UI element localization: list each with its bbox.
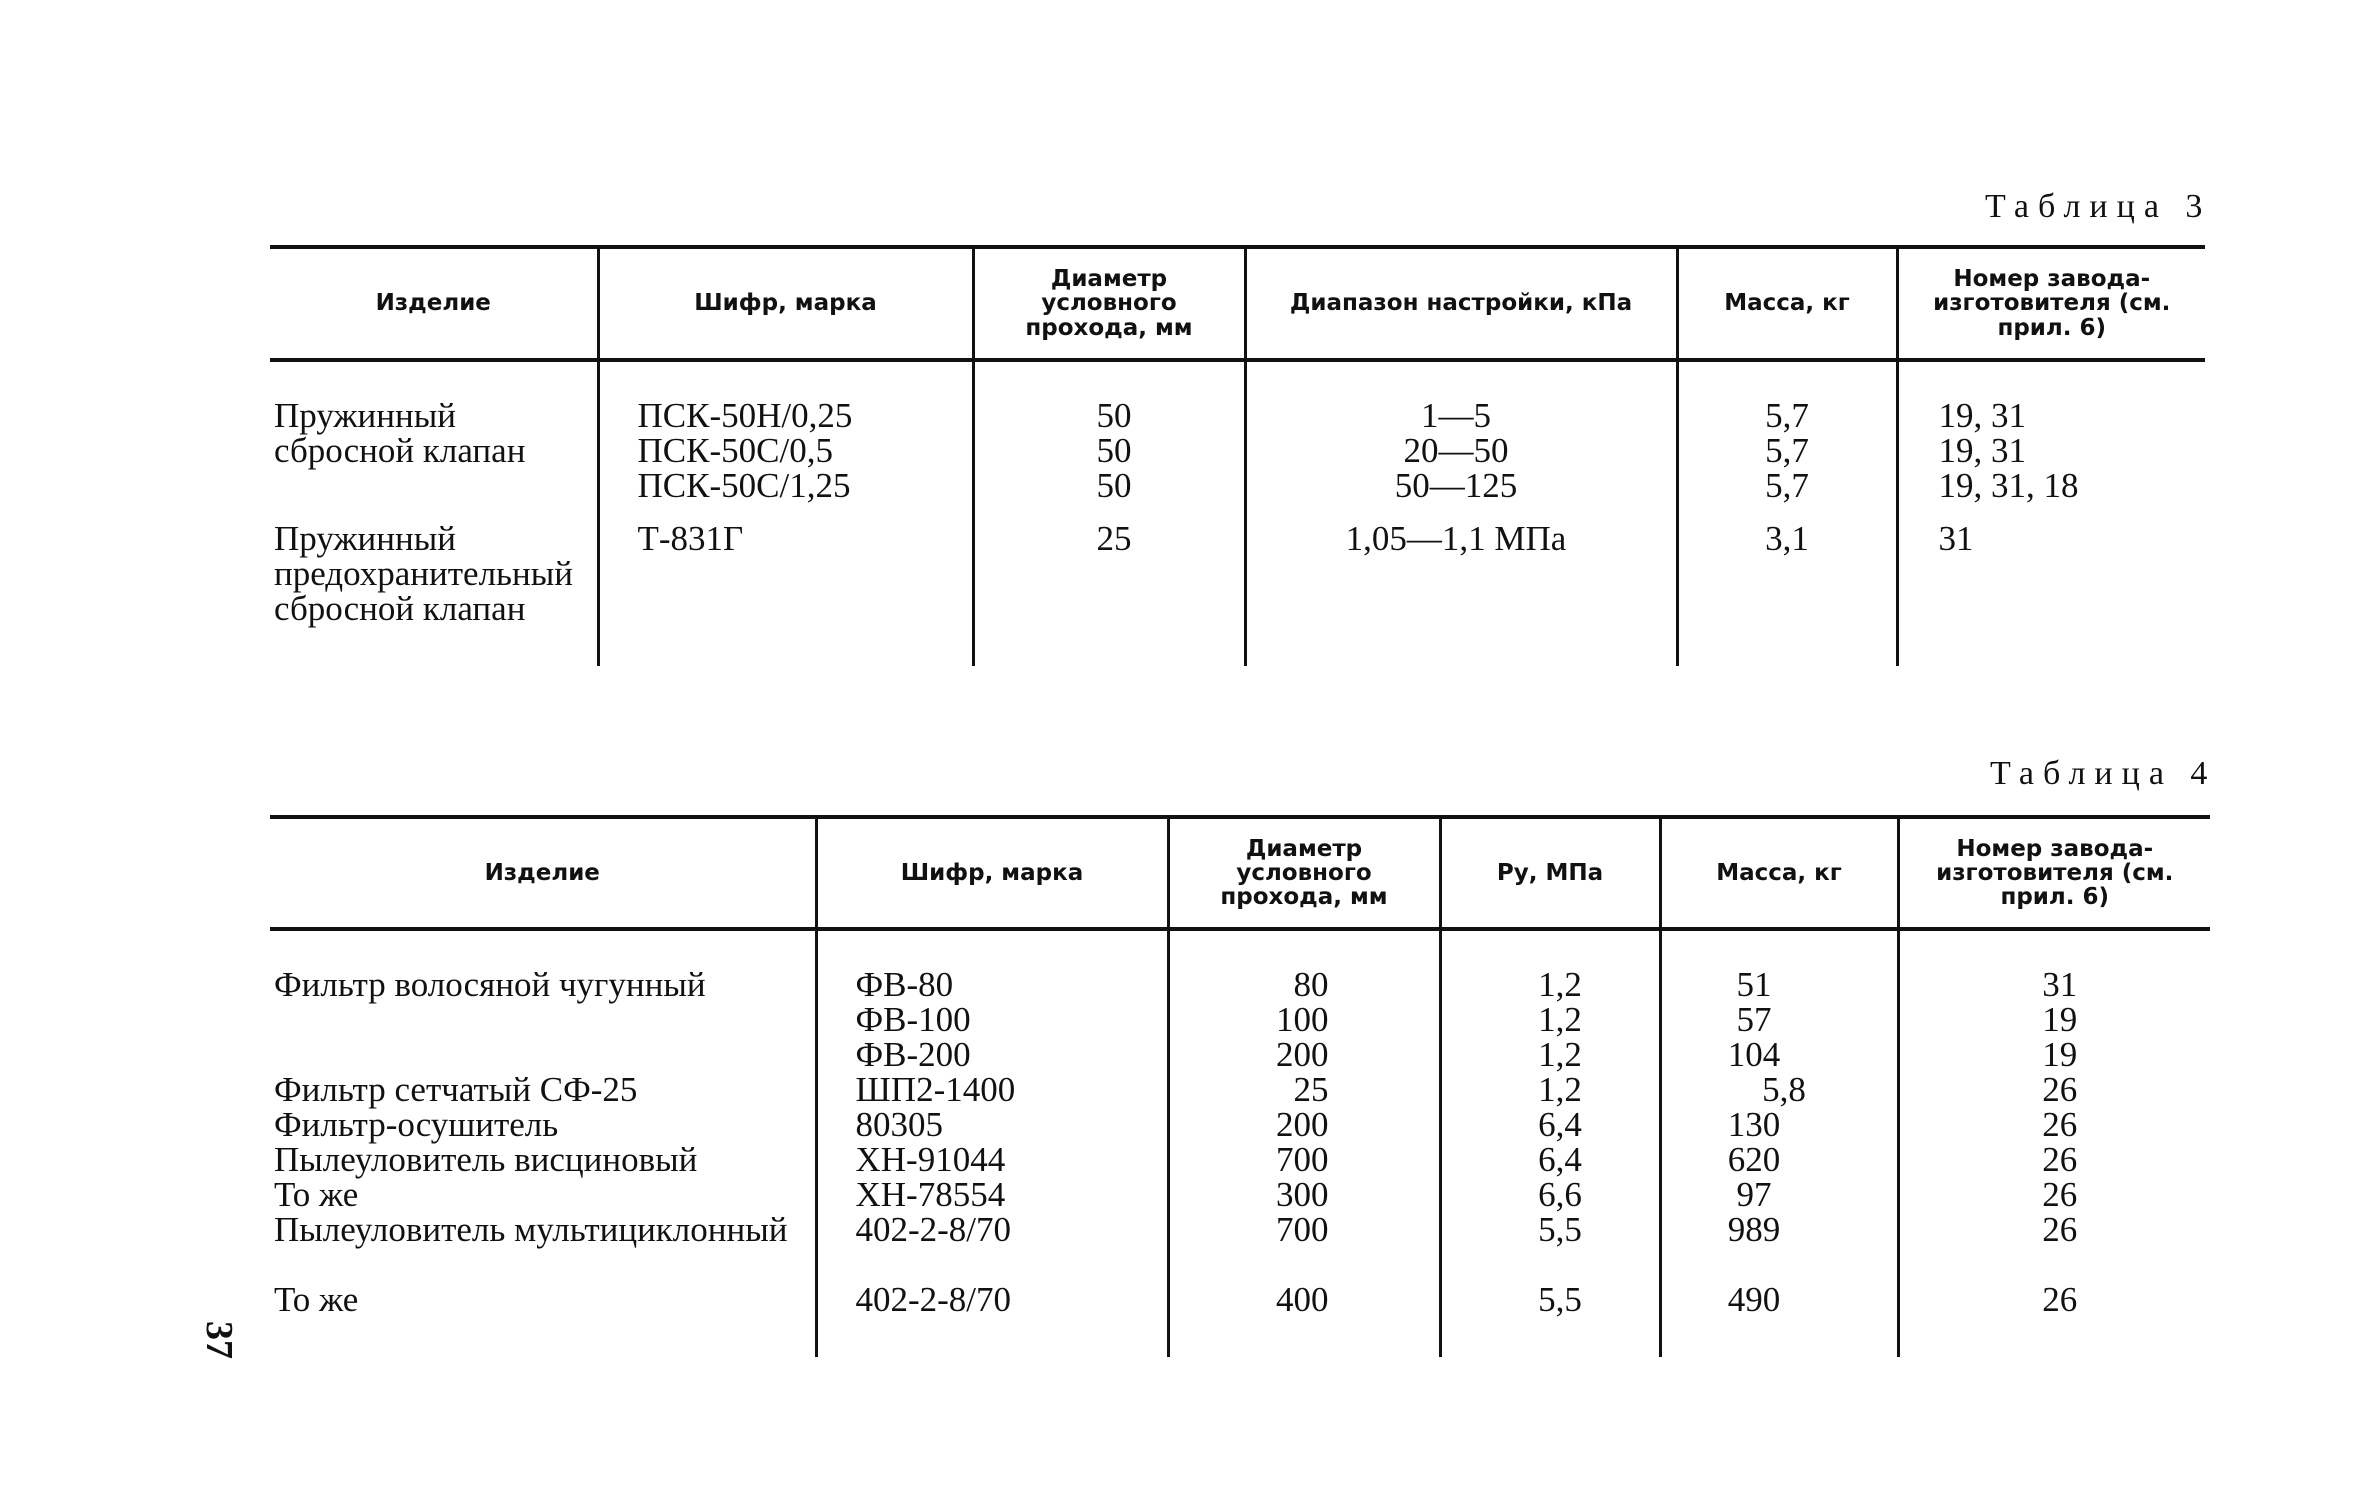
pressure-value: 5,5 xyxy=(1538,1210,1582,1249)
mass-value: 490 xyxy=(1727,1280,1781,1319)
pressure-value: 1,2 xyxy=(1538,1035,1582,1074)
pressure-value: 5,5 xyxy=(1538,1280,1582,1319)
mass-value: 5,7 xyxy=(1765,396,1809,435)
diameter-value: 50 xyxy=(1096,396,1132,435)
pressure-value: 6,4 xyxy=(1538,1105,1582,1144)
table4-header-code: Шифр, марка xyxy=(816,817,1168,929)
mass-value: 130 xyxy=(1727,1105,1781,1144)
mass-value: 5,8 xyxy=(1762,1070,1806,1109)
product-code: ХН-91044 xyxy=(855,1140,1006,1179)
mass-value: 104 xyxy=(1727,1035,1781,1074)
pressure-column xyxy=(1440,967,1660,1317)
product-code: 80305 xyxy=(855,1105,943,1144)
product-code: 402-2-8/70 xyxy=(855,1280,1012,1319)
table4-header-row xyxy=(270,817,2210,929)
range-value: 50—125 xyxy=(1394,466,1518,505)
table-row xyxy=(270,503,2205,626)
table3-header-mass: Масса, кг xyxy=(1677,247,1897,360)
diameter-value: 80 xyxy=(1293,965,1329,1004)
diameter-value: 300 xyxy=(1276,1175,1329,1214)
diameter-value: 700 xyxy=(1276,1210,1329,1249)
factory-value: 19, 31, 18 xyxy=(1938,466,2079,505)
product-name: Фильтр волосяной чугунный xyxy=(274,965,706,1004)
product-code: ПСК-50С/0,5 xyxy=(637,431,833,470)
factory-value: 31 xyxy=(1897,503,2205,626)
product-code: 402-2-8/70 xyxy=(855,1210,1012,1249)
product-column xyxy=(270,967,816,1317)
factory-value: 26 xyxy=(2042,1140,2078,1179)
mass-value: 97 xyxy=(1736,1175,1772,1214)
diameter-value: 25 xyxy=(1293,1070,1329,1109)
page-number: 37 xyxy=(198,1321,240,1359)
pressure-value: 1,2 xyxy=(1538,1000,1582,1039)
pressure-value: 6,6 xyxy=(1538,1175,1582,1214)
table3-caption: Таблица 3 xyxy=(1985,188,2212,225)
factory-value: 19, 31 xyxy=(1938,431,2026,470)
table3-header-diameter: Диаметр условного прохода, мм xyxy=(973,247,1245,360)
product-code: ПСК-50С/1,25 xyxy=(637,466,851,505)
table4-header-mass: Масса, кг xyxy=(1660,817,1898,929)
factory-value: 19 xyxy=(2042,1000,2078,1039)
diameter-value: 700 xyxy=(1276,1140,1329,1179)
table4-header-pressure: Pу, МПа xyxy=(1440,817,1660,929)
factory-value: 26 xyxy=(2042,1105,2078,1144)
product-code: ХН-78554 xyxy=(855,1175,1006,1214)
product-name: Пылеуловитель мультициклонный xyxy=(274,1210,788,1249)
factory-value: 19, 31 xyxy=(1938,396,2026,435)
pressure-value: 1,2 xyxy=(1538,1070,1582,1109)
product-code: ФВ-80 xyxy=(855,965,954,1004)
table3-header-row xyxy=(270,247,2205,360)
product-name: То же xyxy=(274,1280,359,1319)
factory-column xyxy=(1898,967,2210,1317)
table3 xyxy=(270,245,2205,666)
mass-value: 3,1 xyxy=(1677,503,1897,626)
table3-header-factory: Номер завода-изготовителя (см. прил. 6) xyxy=(1897,247,2205,360)
table4-caption: Таблица 4 xyxy=(1990,755,2217,792)
factory-value: 26 xyxy=(2042,1280,2078,1319)
range-value: 20—50 xyxy=(1403,431,1509,470)
pressure-value: 6,4 xyxy=(1538,1140,1582,1179)
factory-value: 31 xyxy=(2042,965,2078,1004)
mass-value: 57 xyxy=(1736,1000,1772,1039)
table-body-row xyxy=(270,967,2210,1317)
table4 xyxy=(270,815,2210,1357)
mass-column xyxy=(1660,967,1898,1317)
factory-value: 26 xyxy=(2042,1175,2078,1214)
table-row xyxy=(270,398,2205,503)
diameter-value: 50 xyxy=(1096,466,1132,505)
table3-header-range: Диапазон настройки, кПа xyxy=(1245,247,1677,360)
diameter-value: 50 xyxy=(1096,431,1132,470)
code-column xyxy=(816,967,1168,1317)
mass-value: 989 xyxy=(1727,1210,1781,1249)
product-name: То же xyxy=(274,1175,359,1214)
mass-value: 5,7 xyxy=(1765,466,1809,505)
table4-header-product: Изделие xyxy=(484,859,600,886)
diameter-value: 400 xyxy=(1276,1280,1329,1319)
product-name: Фильтр сетчатый СФ-25 xyxy=(274,1070,638,1109)
diameter-value: 25 xyxy=(973,503,1245,626)
table4-header-diameter: Диаметр условного прохода, мм xyxy=(1168,817,1440,929)
mass-value: 620 xyxy=(1727,1140,1781,1179)
product-name: Пружинный сбросной клапан xyxy=(274,396,526,470)
range-value: 1,05—1,1 МПа xyxy=(1245,503,1677,626)
product-code: ПСК-50Н/0,25 xyxy=(637,396,853,435)
product-code: ФВ-200 xyxy=(855,1035,971,1074)
table3-header-code: Шифр, марка xyxy=(598,247,973,360)
diameter-value: 200 xyxy=(1276,1105,1329,1144)
product-code: Т-831Г xyxy=(598,503,973,626)
product-code: ФВ-100 xyxy=(855,1000,971,1039)
product-name: Фильтр-осушитель xyxy=(274,1105,559,1144)
mass-value: 51 xyxy=(1736,965,1772,1004)
range-value: 1—5 xyxy=(1421,396,1491,435)
diameter-column xyxy=(1168,967,1440,1317)
factory-value: 26 xyxy=(2042,1070,2078,1109)
table4-header-factory: Номер завода-изготовителя (см. прил. 6) xyxy=(1898,817,2210,929)
diameter-value: 100 xyxy=(1276,1000,1329,1039)
product-code: ШП2-1400 xyxy=(855,1070,1016,1109)
diameter-value: 200 xyxy=(1276,1035,1329,1074)
mass-value: 5,7 xyxy=(1765,431,1809,470)
product-name xyxy=(274,1002,807,1037)
factory-value: 19 xyxy=(2042,1035,2078,1074)
product-name xyxy=(274,1037,807,1072)
pressure-value: 1,2 xyxy=(1538,965,1582,1004)
factory-value: 26 xyxy=(2042,1210,2078,1249)
table3-header-product: Изделие xyxy=(375,290,491,317)
product-name: Пружинный предохранительный сбросной клапан xyxy=(274,519,573,628)
product-name: Пылеуловитель висциновый xyxy=(274,1140,698,1179)
